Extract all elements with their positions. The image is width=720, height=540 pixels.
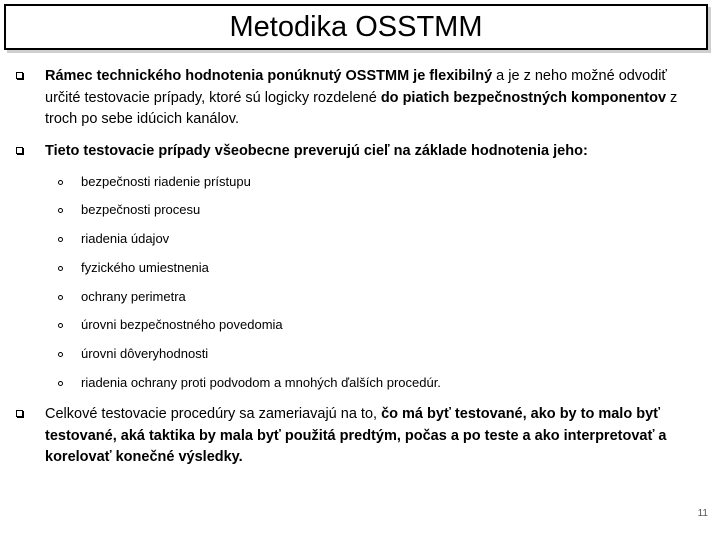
bullet-item [16,141,696,163]
circle-bullet-icon [58,266,63,271]
slide-title: Metodika OSSTMM [4,4,708,50]
sub-list-item [58,344,618,364]
circle-bullet-icon [58,237,63,242]
circle-bullet-icon [58,323,63,328]
bullet-text-part: a je z neho možné odvodiť určité testovacie prípady, ktoré sú logicky rozdelené [45,68,667,106]
bullet-text-part: Rámec technického hodnotenia ponúknutý OSSTMM je flexibilný [45,68,493,84]
sub-item-text: riadenia údajov [81,231,170,246]
circle-bullet-icon [58,381,63,386]
sub-item-text: fyzického umiestnenia [81,260,209,275]
sub-item-text: ochrany perimetra [81,289,186,304]
circle-bullet-icon [58,180,63,185]
sub-list-item [58,200,618,220]
bullet-text [45,404,696,469]
circle-bullet-icon [58,295,63,300]
square-bullet-icon [16,147,23,154]
sub-item-text: riadenia ochrany proti podvodom a mnohých ďalších procedúr. [81,375,441,390]
sub-list-item [58,373,618,393]
sub-list-item [58,287,618,307]
square-bullet-icon [16,72,23,79]
sub-item-text: bezpečnosti procesu [81,202,201,217]
sub-list-item [58,315,618,335]
bullet-item [16,404,696,469]
sub-item-text: bezpečnosti riadenie prístupu [81,174,251,189]
bullet-text [45,66,696,131]
bullet-text-part: do piatich bezpečnostných komponentov [380,89,667,106]
bullet-text-part: Tieto testovacie prípady všeobecne preverujú cieľ na základe hodnotenia jeho: [45,143,588,159]
sub-item-text: úrovni bezpečnostného povedomia [81,317,283,332]
bullet-text [45,141,696,163]
bullet-text-part: Celkové testovacie procedúry sa zameriavajú na to, [45,406,382,422]
bullet-item [16,66,696,131]
circle-bullet-icon [58,208,63,213]
sub-list-item [58,172,618,192]
page-number: 11 [697,508,708,519]
sub-list-item [58,258,618,278]
bullet-text-part: čo má byť testované, ako by to malo byť testované, aká taktika by mala byť použitá predtým, počas a po teste a ako interpretovať a korelovať konečné výsledky. [45,406,667,465]
sub-item-text: úrovni dôveryhodnosti [81,346,209,361]
bullet-text-part: z troch po sebe idúcich kanálov. [45,89,678,127]
square-bullet-icon [16,410,23,417]
sub-list-item [58,229,618,249]
circle-bullet-icon [58,352,63,357]
